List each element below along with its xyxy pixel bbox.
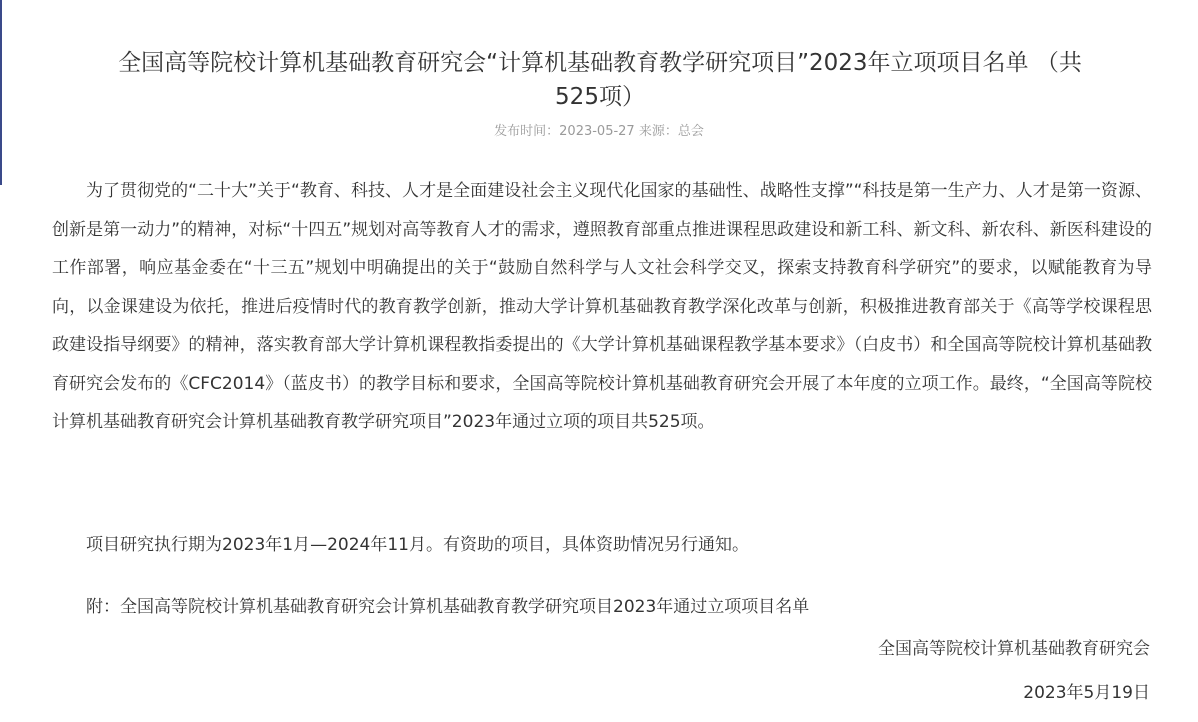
- article-meta: 发布时间：2023-05-27 来源：总会: [494, 124, 704, 139]
- signature-date: 2023年5月19日: [1023, 683, 1150, 703]
- paragraph-intro: 为了贯彻党的“二十大”关于“教育、科技、人才是全面建设社会主义现代化国家的基础性、战略性支撑”“科技是第一生产力、人才是第一资源、创新是第一动力”的精神，对标“十四五”规划对高等教育人才的需求，遵照教育部重点推进课程思政建设和新工科、新文科、新农科、新医科建设的工作部署，响应基金委在“十三五”规划中明确提出的关于“鼓励自然科学与人文社会科学交叉，探索支持教育科学研究”的要求，以赋能教育为导向，以金课建设为依托，推进后疫情时代的教育教学创新，推动大学计算机基础教育教学深化改革与创新，积极推进教育部关于《高等学校课程思政建设指导纲要》的精神，落实教育部大学计算机课程教指委提出的《大学计算机基础课程教学基本要求》（白皮书）和全国高等院校计算机基础教育研究会发布的《CFC2014》（蓝皮书）的教学目标和要求，全国高等院校计算机基础教育研究会开展了本年度的立项工作。最终，“全国高等院校计算机基础教育研究会计算机基础教育教学研究项目”2023年通过立项的项目共525项。: [52, 181, 1152, 432]
- left-accent-bar: [0, 0, 2, 185]
- paragraph-period: 项目研究执行期为2023年1月—2024年11月。有资助的项目，具体资助情况另行通知。: [86, 535, 749, 555]
- article-body: [52, 172, 1152, 442]
- attachment-link[interactable]: 附：全国高等院校计算机基础教育研究会计算机基础教育教学研究项目2023年通过立项项目名单: [86, 597, 810, 617]
- article-title: 全国高等院校计算机基础教育研究会“计算机基础教育教学研究项目”2023年立项项目名单 （共525项）: [118, 50, 1082, 110]
- signature-organization: 全国高等院校计算机基础教育研究会: [878, 639, 1150, 659]
